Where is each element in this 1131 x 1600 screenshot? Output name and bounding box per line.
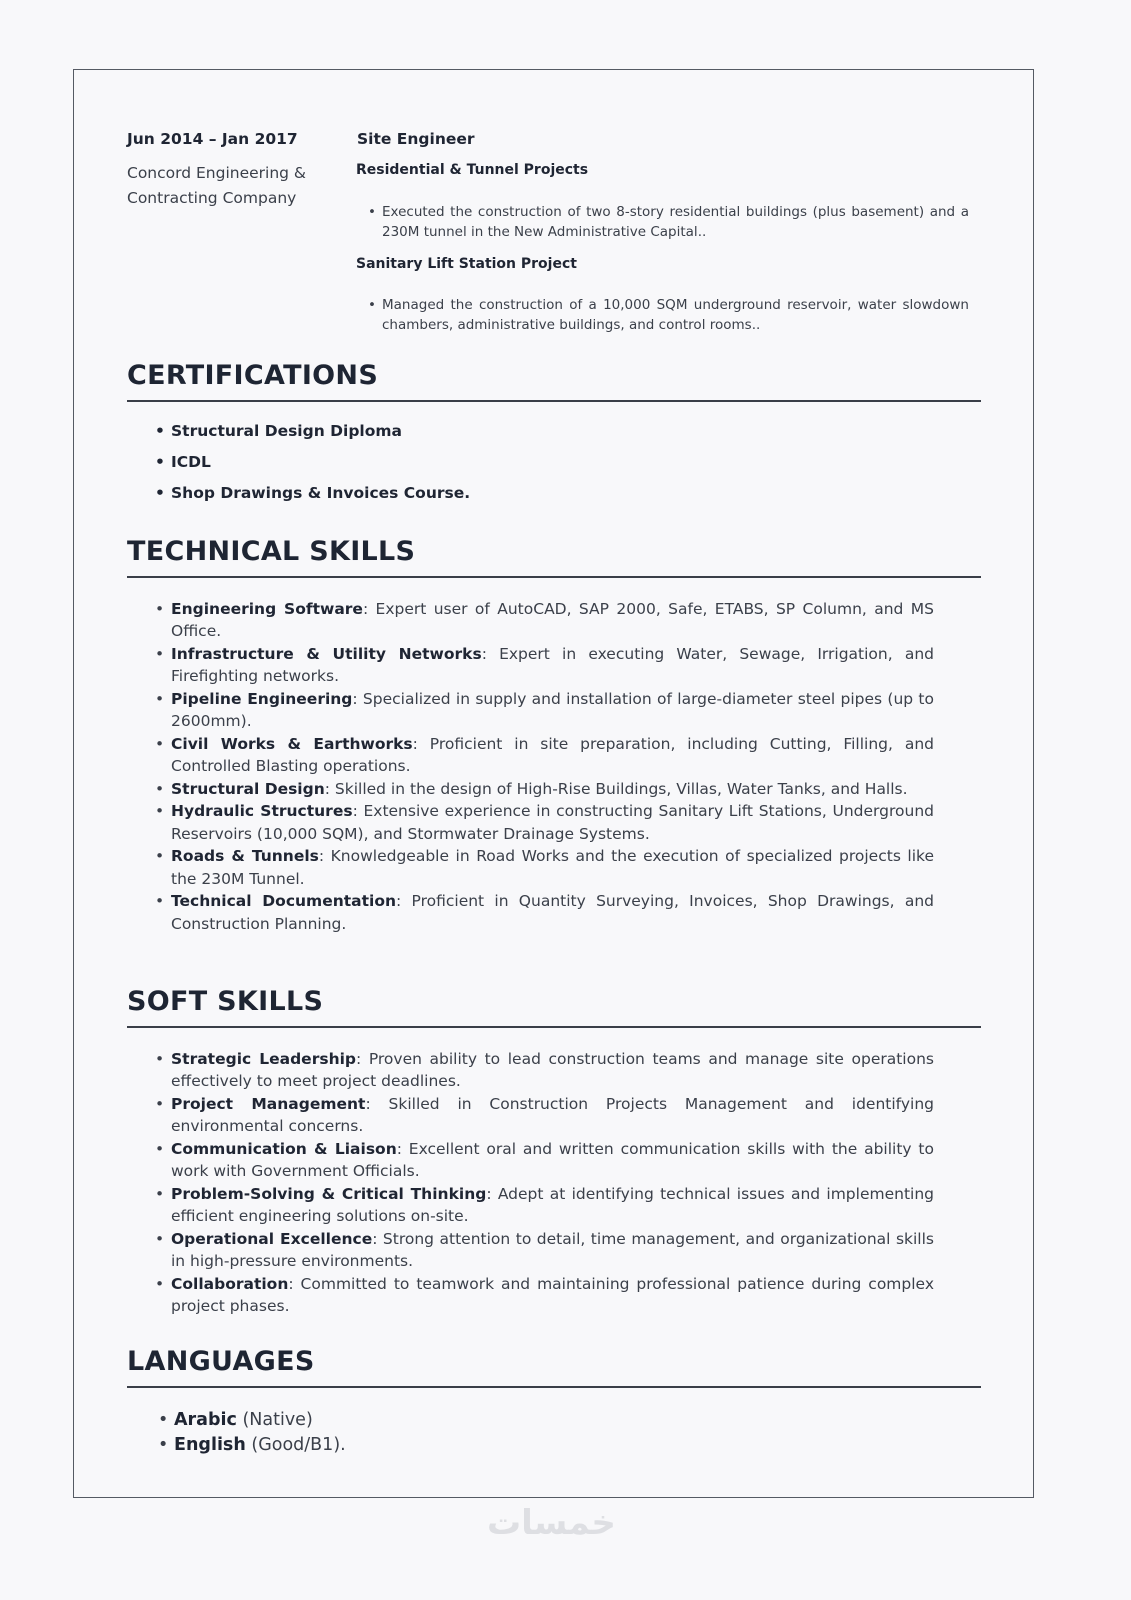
skill-label: Infrastructure & Utility Networks [171,644,482,663]
section-heading: SOFT SKILLS [127,986,324,1017]
list-item [127,688,934,733]
section-divider [127,1026,981,1028]
skill-label: Structural Design [171,779,325,798]
list-item: • ICDL [127,453,981,484]
project-title: Sanitary Lift Station Project [356,256,577,272]
skill-label: Technical Documentation [171,892,397,910]
skill-description: : Knowledgeable in Road Works and the execution of specialized projects like the 230M Tunnel. [171,847,934,888]
list-item [127,778,934,801]
skill-label: Pipeline Engineering [171,689,353,708]
certifications-section [127,360,981,515]
section-divider [127,576,981,578]
skill-label: Strategic Leadership [171,1049,357,1068]
skill-description: : Excellent oral and written communication skills with the ability to work with Government Officials. [171,1139,934,1180]
skill-description: (Good/B1). [245,1434,346,1455]
list-item [127,1408,981,1433]
list-item [127,733,934,778]
list-item [127,1183,934,1228]
job-company: Concord Engineering & Contracting Company [127,164,307,207]
skill-description: : Proficient in Quantity Surveying, Invoices, Shop Drawings, and Construction Planning. [171,892,934,933]
section-divider [127,400,981,402]
skill-label: Communication & Liaison [171,1139,397,1158]
list-item [127,800,934,845]
list-item: • Structural Design Diploma [127,422,981,453]
languages-section [127,1346,981,1458]
project-bullet: • Executed the construction of two 8-story residential buildings (plus basement) and a 230M tunnel in the New Administrative Capital.. [368,204,969,240]
skill-label: Project Management [171,1094,366,1113]
list-item [127,643,934,688]
skill-description: : Skilled in the design of High-Rise Buildings, Villas, Water Tanks, and Halls. [324,779,908,798]
job-dates: Jun 2014 – Jan 2017 [127,130,298,148]
skill-label: Roads & Tunnels [171,847,319,865]
skill-label: Engineering Software [171,599,363,618]
project-title: Residential & Tunnel Projects [356,162,589,178]
job-role: Site Engineer [357,130,475,148]
skill-description: : Expert in executing Water, Sewage, Irrigation, and Firefighting networks. [171,644,934,685]
skill-description: : Adept at identifying technical issues and implementing efficient engineering solutions on-site. [171,1184,934,1225]
section-divider [127,1386,981,1388]
skill-description: (Native) [236,1409,313,1430]
list-item: • Shop Drawings & Invoices Course. [127,484,981,515]
skill-description: : Specialized in supply and installation of large-diameter steel pipes (up to 2600mm). [171,689,934,730]
list-item [127,845,934,890]
list-item [127,1228,934,1273]
section-heading: TECHNICAL SKILLS [127,536,416,567]
skill-label: Arabic [174,1409,237,1430]
section-heading: CERTIFICATIONS [127,360,379,391]
skill-label: English [174,1434,246,1455]
skill-label: Operational Excellence [171,1229,373,1248]
skill-description: : Extensive experience in constructing Sanitary Lift Stations, Underground Reservoirs (10,000 SQM), and Stormwater Drainage Systems. [171,802,934,843]
skill-label: Collaboration [171,1274,289,1293]
list-item [127,1138,934,1183]
list-item [127,1093,934,1138]
skill-description: : Proficient in site preparation, including Cutting, Filling, and Controlled Blasting operations. [171,734,934,775]
skill-label: Hydraulic Structures [171,802,353,820]
skill-label: Problem-Solving & Critical Thinking [171,1184,487,1203]
list-item [127,1433,981,1458]
list-item [127,598,934,643]
technical-skills-section [127,536,981,935]
skill-description: : Committed to teamwork and maintaining professional patience during complex project phases. [171,1274,934,1315]
project-bullet: • Managed the construction of a 10,000 SQM underground reservoir, water slowdown chambers, administrative buildings, and control rooms.. [368,297,969,333]
list-item [127,1273,934,1318]
khamsat-watermark-logo: خمسات [487,1503,616,1543]
list-item [127,890,934,935]
skill-label: Civil Works & Earthworks [171,734,413,753]
list-item [127,1048,934,1093]
section-heading: LANGUAGES [127,1346,315,1377]
skill-description: : Strong attention to detail, time management, and organizational skills in high-pressure environments. [171,1229,934,1270]
soft-skills-section [127,986,981,1318]
skill-description: : Proven ability to lead construction teams and manage site operations effectively to meet project deadlines. [171,1049,934,1090]
skill-description: : Skilled in Construction Projects Management and identifying environmental concerns. [171,1094,934,1135]
skill-description: : Expert user of AutoCAD, SAP 2000, Safe, ETABS, SP Column, and MS Office. [171,599,934,640]
